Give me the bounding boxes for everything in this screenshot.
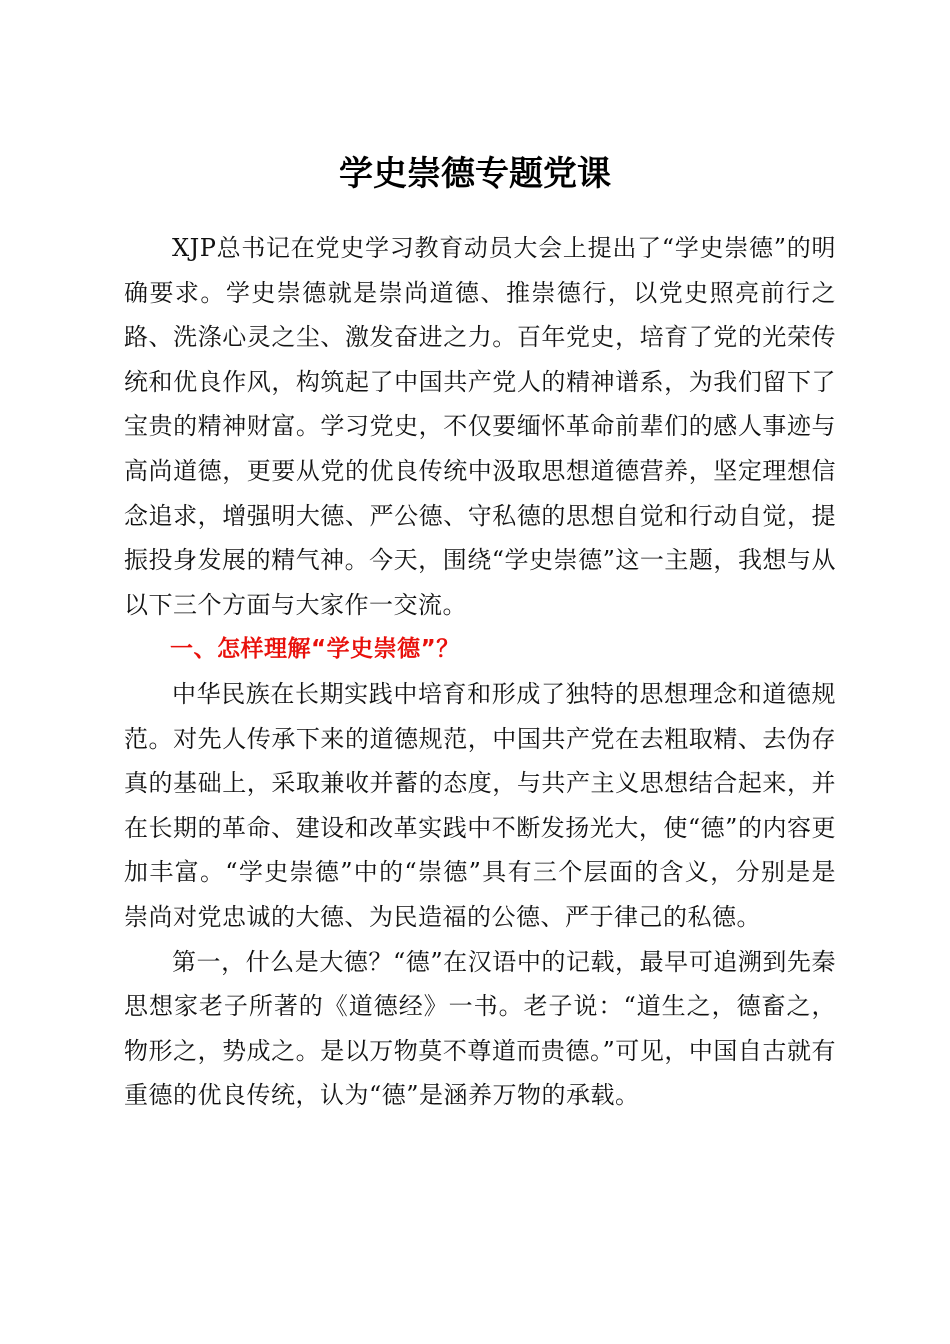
intro-paragraph: XJP总书记在党史学习教育动员大会上提出了“学史崇德”的明确要求。学史崇德就是崇尚道德、推崇德行，以党史照亮前行之路、洗涤心灵之尘、激发奋进之力。百年党史，培育了党的光荣传统和优良作风，构筑起了中国共产党人的精神谱系，为我们留下了宝贵的精神财富。学习党史，不仅要缅怀革命前辈们的感人事迹与高尚道德，更要从党的优良传统中汲取思想道德营养，坚定理想信念追求，增强明大德、严公德、守私德的思想自觉和行动自觉，提振投身发展的精气神。今天，围绕“学史崇德”这一主题，我想与从以下三个方面与大家作一交流。 [124, 234, 836, 619]
section-heading: 一、怎样理解“学史崇德”？ [170, 636, 460, 663]
section-paragraph: 第一，什么是大德？“德”在汉语中的记载，最早可追溯到先秦思想家老子所著的《道德经》一书。老子说：“道生之，德畜之，物形之，势成之。是以万物莫不尊道而贵德。”可见，中国自古就有重德的优良传统，认为“德”是涵养万物的承载。 [124, 947, 836, 1110]
document-body [124, 226, 836, 1118]
document-title: 学史崇德专题党课 [339, 154, 611, 194]
section-paragraph: 中华民族在长期实践中培育和形成了独特的思想理念和道德规范。对先人传承下来的道德规范，中国共产党在去粗取精、去伪存真的基础上，采取兼收并蓄的态度，与共产主义思想结合起来，并在长期的革命、建设和改革实践中不断发扬光大，使“德”的内容更加丰富。“学史崇德”中的“崇德”具有三个层面的含义，分别是是崇尚对党忠诚的大德、为民造福的公德、严于律己的私德。 [124, 679, 836, 931]
